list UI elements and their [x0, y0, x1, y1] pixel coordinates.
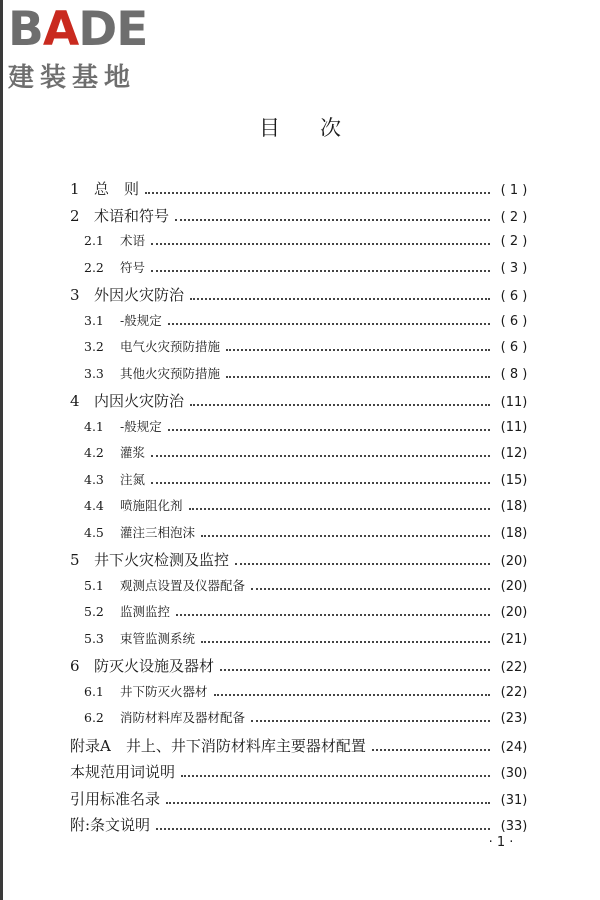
dot-leader	[251, 579, 490, 590]
toc-entry-page: (21)	[500, 631, 528, 647]
toc-entry-page: ( 3 )	[500, 260, 528, 276]
dot-leader	[151, 446, 490, 457]
toc-entry[interactable]	[70, 788, 532, 815]
toc-entry-label	[84, 417, 162, 435]
toc-entry-number: 1	[70, 180, 80, 198]
toc-entry-number: 3	[70, 286, 80, 304]
toc-entry-text: 电气火灾预防措施	[120, 339, 221, 354]
page-title: 目次	[259, 116, 381, 140]
toc-entry-page: (11)	[500, 395, 528, 410]
page-number: · 1 ·	[488, 835, 514, 850]
dot-leader	[175, 210, 490, 221]
toc-entry-page: ( 2 )	[500, 234, 528, 249]
toc-entry-label	[84, 496, 183, 514]
toc-entry-number: 2.2	[84, 259, 104, 275]
dot-leader	[151, 473, 490, 484]
toc-entry-label	[70, 205, 169, 226]
toc-entry-page: (11)	[500, 419, 528, 435]
toc-entry-text: 井下防灭火器材	[120, 683, 208, 699]
toc-entry-number: 2.1	[84, 233, 104, 248]
toc-entry-page: (24)	[500, 739, 528, 755]
dot-leader	[181, 766, 490, 777]
toc-entry-label	[70, 814, 150, 835]
toc-entry-label	[84, 708, 245, 726]
toc-entry-text: 其他火灾预防措施	[120, 365, 221, 381]
toc-entry-number: 3.1	[84, 312, 104, 328]
toc-entry-page: (20)	[500, 578, 528, 594]
toc-entry[interactable]	[70, 443, 532, 470]
toc-entry-text: 注氮	[120, 471, 146, 487]
toc-entry-number: 3.2	[84, 339, 104, 354]
dot-leader	[226, 367, 490, 378]
toc-entry-number: 5.1	[84, 577, 104, 593]
toc-entry-label	[84, 470, 145, 488]
toc-entry[interactable]	[70, 205, 532, 232]
dot-leader	[190, 395, 490, 406]
dot-leader	[201, 632, 490, 643]
table-of-contents	[70, 178, 532, 841]
toc-entry[interactable]	[70, 258, 532, 285]
toc-entry-page: ( 6 )	[500, 289, 528, 304]
toc-entry-page: (15)	[500, 472, 528, 488]
toc-entry-page: ( 1 )	[500, 183, 528, 198]
toc-entry[interactable]	[70, 284, 532, 311]
logo-subtitle: 建装基地	[8, 63, 137, 93]
toc-entry-number: 5.3	[84, 630, 104, 646]
toc-entry-text: 引用标准名录	[70, 789, 161, 808]
toc-entry-number: 5.2	[84, 604, 104, 619]
toc-entry-text: 术语和符号	[94, 206, 170, 225]
dot-leader	[220, 660, 490, 671]
toc-entry-text: 附:条文说明	[70, 816, 151, 834]
dot-leader	[168, 420, 490, 431]
toc-entry-text: 灌浆	[120, 445, 146, 460]
toc-entry[interactable]	[70, 576, 532, 603]
toc-entry-text: 监测监控	[120, 604, 171, 619]
toc-entry[interactable]	[70, 470, 532, 497]
toc-entry-text: -般规定	[120, 418, 162, 434]
toc-entry-label	[70, 788, 160, 809]
dot-leader	[214, 685, 490, 696]
toc-entry-number: 6	[70, 657, 80, 675]
toc-entry-text: 束管监测系统	[120, 630, 196, 646]
toc-entry-number: 6.1	[84, 683, 104, 699]
toc-entry[interactable]	[70, 390, 532, 417]
logo-wordmark: BADE	[8, 2, 148, 57]
toc-entry-text: 消防材料库及器材配备	[120, 710, 246, 725]
dot-leader	[145, 183, 490, 194]
toc-entry-page: ( 6 )	[500, 313, 528, 329]
toc-entry[interactable]	[70, 231, 532, 258]
dot-leader	[151, 261, 490, 272]
toc-entry[interactable]	[70, 549, 532, 576]
toc-entry-page: (33)	[500, 819, 528, 834]
bade-logo	[8, 2, 178, 95]
toc-entry-text: 喷施阻化剂	[120, 498, 183, 513]
toc-entry-label	[84, 443, 145, 461]
toc-entry-label	[70, 761, 175, 782]
toc-entry-label	[70, 655, 214, 676]
toc-entry[interactable]	[70, 629, 532, 656]
toc-entry-label	[70, 284, 184, 305]
toc-entry-text: -般规定	[120, 312, 162, 328]
toc-entry-page: (22)	[500, 660, 528, 675]
toc-entry-text: 外因火灾防治	[94, 286, 185, 304]
toc-entry[interactable]	[70, 417, 532, 444]
toc-entry[interactable]	[70, 682, 532, 709]
toc-entry-label	[84, 364, 220, 382]
toc-entry-page: (18)	[500, 499, 528, 514]
dot-leader	[251, 711, 490, 722]
toc-entry-text: 术语	[120, 233, 146, 248]
toc-entry-label	[70, 178, 139, 199]
toc-entry-text: 内因火灾防治	[94, 392, 185, 410]
toc-entry[interactable]	[70, 602, 532, 629]
toc-entry-number: 2	[70, 206, 80, 225]
dot-leader	[201, 526, 490, 537]
toc-entry-text: 灌注三相泡沫	[120, 524, 196, 540]
toc-entry-label	[84, 337, 220, 355]
toc-entry-page: ( 2 )	[500, 209, 528, 225]
dot-leader	[176, 605, 490, 616]
toc-entry[interactable]	[70, 496, 532, 523]
toc-entry-page: (30)	[500, 766, 528, 781]
toc-entry-text: 井下火灾检测及监控	[94, 551, 230, 569]
toc-entry-text: 本规范用词说明	[70, 763, 176, 781]
toc-entry-label	[70, 549, 229, 570]
dot-leader	[189, 499, 490, 510]
toc-entry-number: 4.5	[84, 524, 104, 540]
toc-entry-label	[84, 602, 170, 620]
toc-entry-page: ( 6 )	[500, 340, 528, 355]
toc-entry-page: (20)	[500, 605, 528, 620]
toc-entry-label	[84, 258, 145, 276]
dot-leader	[226, 340, 490, 351]
dot-leader	[156, 819, 490, 830]
toc-entry-page: (12)	[500, 446, 528, 461]
toc-entry-number: 4.2	[84, 445, 104, 460]
toc-entry-text: 符号	[120, 259, 146, 275]
toc-entry-text: 总 则	[94, 180, 140, 198]
toc-entry-text: 附录A 井上、井下消防材料库主要器材配置	[70, 736, 366, 755]
toc-entry-label	[84, 629, 195, 647]
toc-entry[interactable]	[70, 523, 532, 550]
toc-entry-number: 5	[70, 551, 80, 569]
toc-entry[interactable]	[70, 178, 532, 205]
toc-entry-label	[84, 682, 208, 700]
toc-entry-number: 4.1	[84, 418, 104, 434]
toc-entry-label	[84, 231, 145, 249]
toc-entry-label	[84, 523, 195, 541]
toc-entry-number: 3.3	[84, 365, 104, 381]
toc-entry-page: ( 8 )	[500, 366, 528, 382]
toc-entry-page: (23)	[500, 711, 528, 726]
toc-entry[interactable]	[70, 655, 532, 682]
toc-entry-label	[70, 390, 184, 411]
toc-entry-label	[70, 735, 366, 756]
toc-entry[interactable]	[70, 364, 532, 391]
toc-entry[interactable]	[70, 311, 532, 338]
toc-entry-text: 防灭火设施及器材	[94, 657, 215, 675]
toc-entry-page: (20)	[500, 554, 528, 569]
toc-entry-number: 6.2	[84, 710, 104, 725]
toc-entry[interactable]	[70, 735, 532, 762]
toc-entry-label	[84, 311, 162, 329]
toc-entry[interactable]	[70, 337, 532, 364]
toc-entry-number: 4.3	[84, 471, 104, 487]
toc-entry[interactable]	[70, 761, 532, 788]
toc-entry-number: 4	[70, 392, 80, 410]
toc-entry-label	[84, 576, 245, 594]
dot-leader	[166, 793, 490, 804]
toc-entry-page: (22)	[500, 684, 528, 700]
toc-entry-number: 4.4	[84, 498, 104, 513]
toc-entry[interactable]	[70, 708, 532, 735]
toc-entry[interactable]	[70, 814, 532, 841]
toc-entry-text: 观测点设置及仪器配备	[120, 577, 246, 593]
dot-leader	[168, 314, 490, 325]
dot-leader	[372, 740, 490, 751]
dot-leader	[151, 234, 490, 245]
toc-entry-page: (31)	[500, 792, 528, 808]
dot-leader	[235, 554, 490, 565]
toc-entry-page: (18)	[500, 525, 528, 541]
dot-leader	[190, 289, 490, 300]
